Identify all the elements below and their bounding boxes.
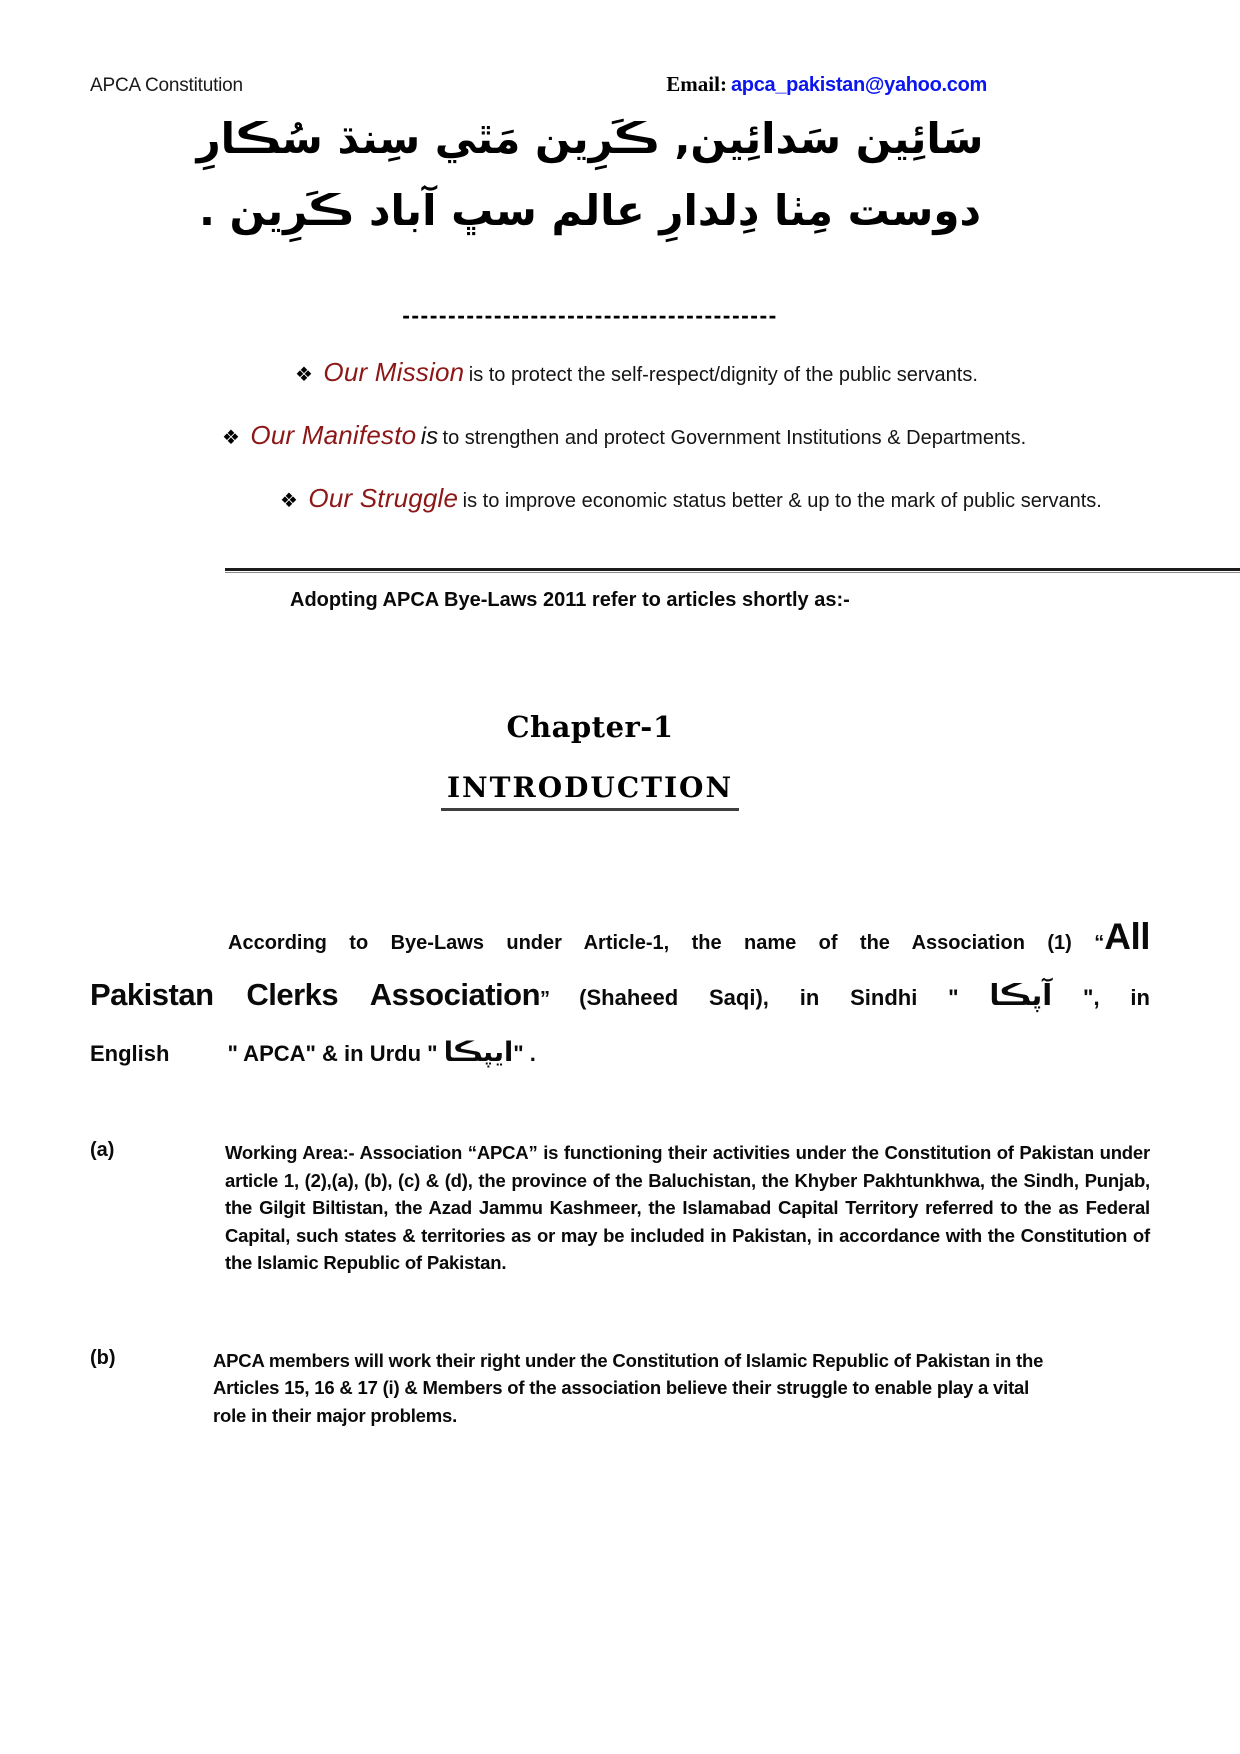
sindhi-verse-line-1: سَائِين سَدائِين, ڪَرِين مَٿي سِنڌ سُڪارِ — [196, 114, 984, 163]
motto-struggle-title: Our Struggle — [308, 483, 459, 513]
adopting-byelaws-line: Adopting APCA Bye-Laws 2011 refer to articles shortly as:- — [290, 589, 850, 611]
doc-title: APCA Constitution — [90, 75, 243, 96]
motto-struggle — [280, 481, 1150, 520]
sindhi-verse-line-2: دوست مِٺا دِلدارِ عالم سڀ آباد ڪَرِين . — [198, 186, 982, 235]
page-header — [90, 72, 1150, 97]
association-name-paragraph — [90, 911, 1150, 1083]
open-quote: “ — [1094, 932, 1105, 954]
name-shaheed-saqi-text: (Shaheed Saqi), in Sindhi " — [579, 985, 990, 1010]
clause-b-label: (b) — [90, 1346, 116, 1369]
dashed-separator: ----------------------------------------- — [402, 302, 778, 328]
diamond-bullet-icon: ❖ — [295, 364, 313, 386]
motto-manifesto-text: to strengthen and protect Government Institutions & Departments. — [442, 427, 1027, 449]
clause-a — [90, 1139, 1150, 1277]
email-address-link[interactable]: apca_pakistan@yahoo.com — [730, 74, 987, 96]
motto-manifesto-italic: is — [420, 423, 439, 450]
clause-b — [90, 1347, 1150, 1430]
name-paragraph-line-3 — [90, 1027, 1150, 1083]
close-quote: ” — [540, 988, 550, 1010]
email-label: Email: — [666, 72, 727, 96]
diamond-bullet-icon: ❖ — [222, 427, 240, 449]
diamond-bullet-icon: ❖ — [280, 490, 298, 512]
motto-manifesto — [222, 418, 1150, 457]
chapter-title: Chapter-1 — [506, 710, 674, 744]
introduction-heading-wrap — [90, 771, 1090, 811]
sindhi-apca-word: آپڪا — [989, 978, 1053, 1012]
clause-a-label: (a) — [90, 1139, 115, 1161]
clause-b-text: APCA members will work their right under the Constitution of Islamic Republic of Pakistan in the Articles 15, 16 & 17 (i) & Members of the association believe their struggle to enable play a vital role in their major problems. — [213, 1349, 1044, 1426]
urdu-apca-word: ايپڪا — [443, 1037, 514, 1068]
name-line2-end: ", in — [1052, 985, 1150, 1010]
motto-mission-title: Our Mission — [323, 357, 465, 387]
name-association-words: Pakistan Clerks Association — [90, 977, 540, 1012]
motto-manifesto-title: Our Manifesto — [250, 420, 417, 450]
motto-mission — [295, 355, 1150, 394]
name-apca-urdu-text: " APCA" & in Urdu " — [227, 1041, 444, 1066]
email-line — [666, 72, 987, 97]
name-line3-end: " . — [513, 1041, 536, 1066]
name-line1-text: According to Bye-Laws under Article-1, the name of the Association (1) — [228, 932, 1095, 954]
motto-mission-text: is to protect the self-respect/dignity of the public servants. — [468, 364, 978, 386]
introduction-heading: INTRODUCTION — [441, 771, 739, 811]
name-paragraph-line-2 — [90, 969, 1150, 1027]
section-divider-rule — [225, 568, 1240, 573]
motto-struggle-text: is to improve economic status better & up to the mark of public servants. — [462, 490, 1102, 512]
clause-a-text: Working Area:- Association “APCA” is functioning their activities under the Constitution of Pakistan under article 1, (2),(a), (b), (c) & (d), the province of the Baluchistan, the Khyber Pakhtunkhwa, the Sindh, Punjab, the Gilgit Biltistan, the Azad Jammu Kashmeer, the Islamabad Capital Territory referred to the as Federal Capital, such states & territories as or may be included in Pakistan, in accordance with the Constitution of the Islamic Republic of Pakistan. — [225, 1142, 1150, 1273]
name-all-word: All — [1104, 916, 1150, 957]
name-paragraph-line-1 — [90, 911, 1150, 969]
sindhi-verse — [90, 103, 1090, 247]
name-english-word: English — [90, 1041, 170, 1066]
